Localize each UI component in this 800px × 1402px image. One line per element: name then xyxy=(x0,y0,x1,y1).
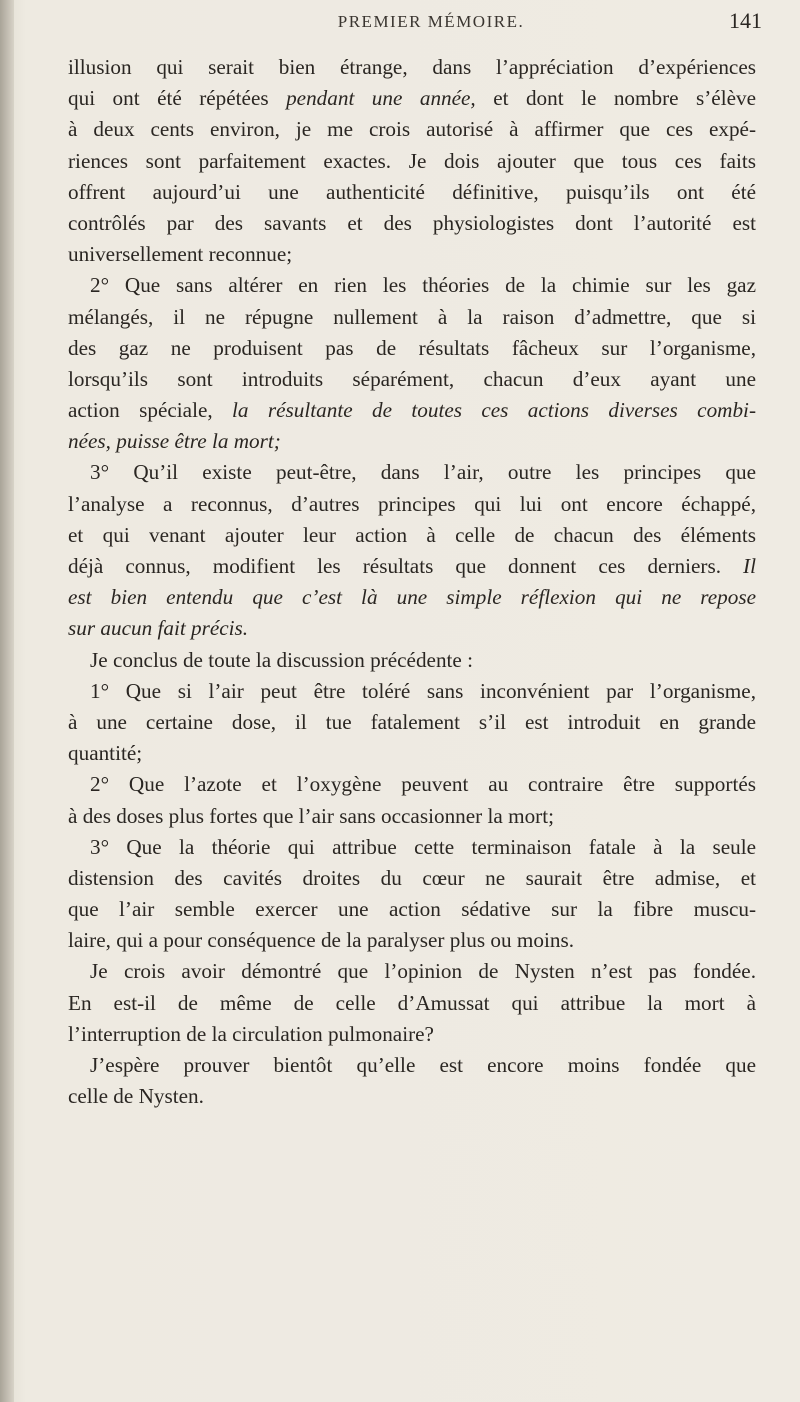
text-line xyxy=(68,1050,756,1081)
page-header xyxy=(100,8,762,38)
text-run: J’espère prouver bientôt qu’elle est encore moins fondée que xyxy=(90,1053,756,1077)
text-line xyxy=(68,645,756,676)
italic-text: est bien entendu que c’est là une simple réflexion qui ne repose xyxy=(68,585,756,610)
text-run: distension des cavités droites du cœur ne saurait être admise, et xyxy=(68,865,756,890)
text-run: quantité; xyxy=(68,741,143,766)
text-line xyxy=(68,551,756,582)
italic-text: nées, puisse être la mort; xyxy=(68,429,281,454)
text-line xyxy=(68,177,756,208)
text-line xyxy=(68,801,756,832)
italic-text: Il xyxy=(743,554,756,578)
text-line xyxy=(68,114,756,145)
text-run: riences sont parfaitement exactes. Je dois ajouter que tous ces faits xyxy=(68,148,756,173)
text-run: laire, qui a pour conséquence de la paralyser plus ou moins. xyxy=(68,928,574,953)
text-line xyxy=(68,988,756,1019)
text-line xyxy=(68,613,756,644)
text-line xyxy=(68,676,756,707)
text-run: qui ont été répétées xyxy=(68,86,287,111)
text-line xyxy=(68,333,756,364)
text-line xyxy=(68,146,756,177)
text-run: à deux cents environ, je me crois autorisé à affirmer que ces expé- xyxy=(68,117,756,142)
text-line xyxy=(68,208,756,239)
page-number: 141 xyxy=(729,8,762,33)
text-run: l’analyse a reconnus, d’autres principes qui lui ont encore échappé, xyxy=(68,491,756,516)
text-line xyxy=(68,426,756,457)
text-run: 1° Que si l’air peut être toléré sans inconvénient par l’organisme, xyxy=(90,678,756,703)
text-line xyxy=(68,832,756,863)
text-run: contrôlés par des savants et des physiologistes dont l’autorité est xyxy=(68,210,756,235)
text-line xyxy=(68,270,756,301)
text-run: lorsqu’ils sont introduits séparément, chacun d’eux ayant une xyxy=(68,366,756,391)
italic-text: la résultante de toutes ces actions diverses combi- xyxy=(232,398,756,423)
text-run: 2° Que sans altérer en rien les théories de la chimie sur les gaz xyxy=(90,273,756,298)
text-line xyxy=(68,239,756,270)
text-line xyxy=(68,489,756,520)
text-line xyxy=(68,925,756,956)
text-run: que l’air semble exercer une action sédative sur la fibre muscu- xyxy=(68,897,756,922)
text-line xyxy=(68,738,756,769)
body-text xyxy=(68,52,756,1112)
running-title: PREMIER MÉMOIRE. xyxy=(337,12,525,31)
text-run: 3° Qu’il existe peut-être, dans l’air, outre les principes que xyxy=(90,460,756,485)
text-run: offrent aujourd’ui une authenticité définitive, puisqu’ils ont été xyxy=(68,179,756,204)
text-line xyxy=(68,769,756,800)
italic-text: pendant une année, xyxy=(286,86,476,111)
text-run: action spéciale, xyxy=(68,398,233,423)
text-line xyxy=(68,83,756,114)
text-run: Je crois avoir démontré que l’opinion de Nysten n’est pas fondée. xyxy=(90,959,756,984)
text-line xyxy=(68,395,756,426)
text-line xyxy=(68,582,756,613)
text-line xyxy=(68,52,756,83)
text-run: Je conclus de toute la discussion précédente : xyxy=(90,647,474,672)
text-line xyxy=(68,707,756,738)
text-run: des gaz ne produisent pas de résultats fâcheux sur l’organisme, xyxy=(68,335,756,360)
text-run: illusion qui serait bien étrange, dans l’appréciation d’expériences xyxy=(68,55,756,79)
italic-text: sur aucun fait précis. xyxy=(68,616,249,641)
text-run: et dont le nombre s’élève xyxy=(475,86,756,111)
text-line xyxy=(68,1081,756,1112)
text-run: à une certaine dose, il tue fatalement s’il est introduit en grande xyxy=(68,709,756,734)
text-run: celle de Nysten. xyxy=(68,1084,204,1109)
text-run: universellement reconnue; xyxy=(68,242,293,267)
text-run: et qui venant ajouter leur action à celle de chacun des éléments xyxy=(68,522,756,547)
text-line xyxy=(68,956,756,987)
text-run: 2° Que l’azote et l’oxygène peuvent au contraire être supportés xyxy=(90,772,756,797)
text-run: mélangés, il ne répugne nullement à la raison d’admettre, que si xyxy=(68,304,756,329)
text-line xyxy=(68,364,756,395)
text-run: En est-il de même de celle d’Amussat qui attribue la mort à xyxy=(68,990,756,1015)
text-line xyxy=(68,1019,756,1050)
text-run: déjà connus, modifient les résultats que donnent ces derniers. xyxy=(68,554,744,578)
text-run: à des doses plus fortes que l’air sans occasionner la mort; xyxy=(68,803,554,828)
binding-edge xyxy=(0,0,14,1402)
text-run: l’interruption de la circulation pulmonaire? xyxy=(68,1021,434,1046)
text-line xyxy=(68,457,756,488)
text-line xyxy=(68,894,756,925)
text-line xyxy=(68,302,756,333)
text-line xyxy=(68,863,756,894)
text-line xyxy=(68,520,756,551)
text-run: 3° Que la théorie qui attribue cette terminaison fatale à la seule xyxy=(90,834,756,859)
